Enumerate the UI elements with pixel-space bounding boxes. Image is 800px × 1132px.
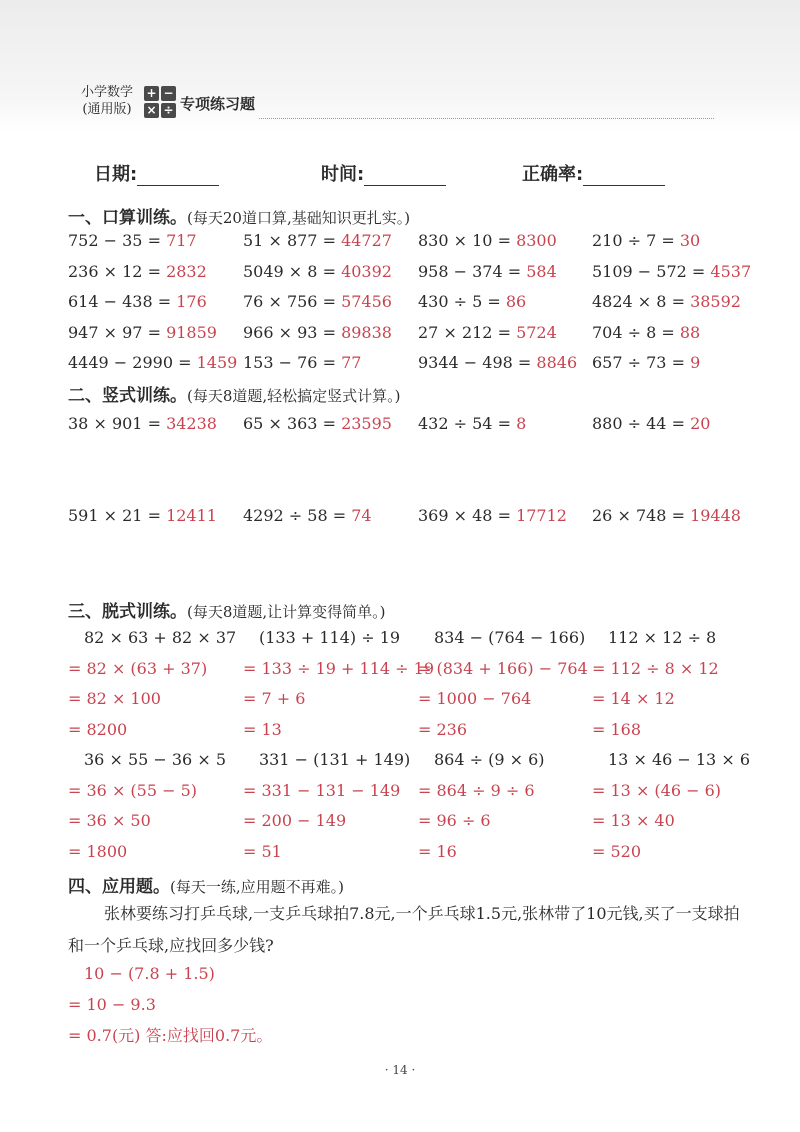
list-item xyxy=(418,748,588,870)
accuracy-field[interactable] xyxy=(522,160,665,186)
answer: 8 xyxy=(516,414,527,433)
page-number: · 14 · xyxy=(384,1063,416,1077)
problem-item: 5049 × 8 = 40392 xyxy=(243,261,392,281)
section4-title xyxy=(68,872,344,897)
problem-item: 432 ÷ 54 = 8 xyxy=(418,414,527,433)
section1-title xyxy=(68,203,410,228)
time-blank[interactable] xyxy=(364,163,446,186)
answer: 8300 xyxy=(516,231,557,250)
book-title-line2: (通用版) xyxy=(82,102,132,117)
step: = 36 × 50 xyxy=(68,811,151,830)
problem-item: 830 × 10 = 8300 xyxy=(418,231,557,250)
step: = 82 × (63 + 37) xyxy=(68,658,208,678)
time-label: 时间: xyxy=(321,164,365,185)
answer: 19448 xyxy=(690,506,741,525)
problem-item: 236 × 12 = 2832 xyxy=(68,261,207,281)
step: = 133 ÷ 19 + 114 ÷ 19 xyxy=(243,658,435,678)
list-item xyxy=(68,748,238,870)
answer: 20 xyxy=(690,414,711,433)
step: = 200 − 149 xyxy=(243,811,347,830)
problem-item: 880 ÷ 44 = 20 xyxy=(592,414,711,433)
section4-heading: 四、应用题。 xyxy=(68,877,170,897)
problem-item: 947 × 97 = 91859 xyxy=(68,322,217,342)
problem-item: 369 × 48 = 17712 xyxy=(418,506,567,525)
section2-note: (每天8道题,轻松搞定竖式计算。) xyxy=(187,387,401,405)
date-bar xyxy=(0,160,800,190)
answer: 4537 xyxy=(710,261,752,281)
problem-item: 752 − 35 = 717 xyxy=(68,231,197,250)
book-title-line1: 小学数学 xyxy=(80,85,133,100)
times-icon: × xyxy=(144,103,159,118)
list-item xyxy=(68,626,238,748)
expression: (133 + 114) ÷ 19 xyxy=(259,628,401,647)
time-field[interactable] xyxy=(321,160,446,186)
answer: 86 xyxy=(505,292,527,311)
word-problem-solution xyxy=(68,962,668,1055)
step: = 1000 − 764 xyxy=(418,689,532,708)
answer: 23595 xyxy=(341,414,392,433)
table-row xyxy=(68,351,748,382)
plus-icon: + xyxy=(144,86,159,101)
accuracy-blank[interactable] xyxy=(583,163,665,186)
section1-note: (每天20道口算,基础知识更扎实。) xyxy=(187,209,411,227)
section2-title xyxy=(68,381,401,406)
step: = 520 xyxy=(592,841,642,861)
expression: 834 − (764 − 166) xyxy=(434,628,586,647)
solution-answer: = 0.7(元) 答:应找回0.7元。 xyxy=(68,1026,273,1045)
problem-item: 4824 × 8 = 38592 xyxy=(592,292,741,311)
problem-item: 430 ÷ 5 = 86 xyxy=(418,292,527,311)
answer: 57456 xyxy=(341,292,392,311)
step: = 112 ÷ 8 × 12 xyxy=(592,658,719,678)
step: = 331 − 131 − 149 xyxy=(243,780,401,800)
problem-item: 958 − 374 = 584 xyxy=(418,261,557,281)
problem-item: 591 × 21 = 12411 xyxy=(68,506,217,525)
answer: 9 xyxy=(690,353,701,372)
answer: 5724 xyxy=(516,322,557,342)
problem-item: 153 − 76 = 77 xyxy=(243,353,362,372)
header-divider xyxy=(259,118,714,119)
accuracy-label: 正确率: xyxy=(522,164,584,185)
expression: 112 × 12 ÷ 8 xyxy=(608,628,717,647)
step: = (834 + 166) − 764 xyxy=(418,658,588,678)
vertical-calc-row-2 xyxy=(68,504,748,535)
table-row xyxy=(68,504,748,535)
problem-item: 9344 − 498 = 8846 xyxy=(418,353,578,372)
list-item xyxy=(592,748,762,870)
problem-item: 966 × 93 = 89838 xyxy=(243,322,392,342)
step: = 13 xyxy=(243,719,282,739)
section2-heading: 二、竖式训练。 xyxy=(68,386,187,406)
step: = 864 ÷ 9 ÷ 6 xyxy=(418,780,535,800)
step: = 8200 xyxy=(68,719,128,739)
step: = 96 ÷ 6 xyxy=(418,811,491,830)
divide-icon: ÷ xyxy=(161,103,176,118)
problem-item: 76 × 756 = 57456 xyxy=(243,292,392,311)
word-problem: 张林要练习打乒乓球,一支乒乓球拍7.8元,一个乒乓球1.5元,张林带了10元钱,买了一支球拍和一个乒乓球,应找回多少钱? xyxy=(68,904,740,955)
list-item xyxy=(592,626,762,748)
step: = 36 × (55 − 5) xyxy=(68,780,198,800)
expression: 331 − (131 + 149) xyxy=(259,750,411,769)
mental-math-grid xyxy=(68,229,752,382)
solution-expression: 10 − (7.8 + 1.5) xyxy=(84,964,215,983)
problem-item: 26 × 748 = 19448 xyxy=(592,506,741,525)
solution-step: = 10 − 9.3 xyxy=(68,995,156,1014)
problem-item: 704 ÷ 8 = 88 xyxy=(592,322,701,342)
minus-icon: − xyxy=(161,86,176,101)
table-row xyxy=(68,290,748,321)
date-blank[interactable] xyxy=(137,163,219,186)
section3-title xyxy=(68,597,386,622)
answer: 77 xyxy=(341,353,362,372)
answer: 74 xyxy=(351,506,372,525)
problem-item: 65 × 363 = 23595 xyxy=(243,414,392,433)
answer: 44727 xyxy=(341,231,392,250)
problem-item: 27 × 212 = 5724 xyxy=(418,322,557,342)
answer: 12411 xyxy=(166,506,217,525)
answer: 17712 xyxy=(516,506,567,525)
page-header xyxy=(74,84,714,124)
answer: 38592 xyxy=(690,292,741,311)
expression: 864 ÷ (9 × 6) xyxy=(434,750,545,769)
answer: 40392 xyxy=(341,261,392,281)
answer: 88 xyxy=(679,322,701,342)
step: = 13 × 40 xyxy=(592,811,675,830)
step: = 51 xyxy=(243,841,282,861)
section1-heading: 一、口算训练。 xyxy=(68,208,187,228)
problem-item: 210 ÷ 7 = 30 xyxy=(592,231,701,250)
answer: 34238 xyxy=(166,414,217,433)
problem-item: 38 × 901 = 34238 xyxy=(68,414,217,433)
section3-heading: 三、脱式训练。 xyxy=(68,602,187,622)
table-row xyxy=(68,412,748,443)
book-title xyxy=(74,84,140,118)
section3-note: (每天8道题,让计算变得简单。) xyxy=(187,603,386,621)
problem-item: 4449 − 2990 = 1459 xyxy=(68,353,238,372)
date-label: 日期: xyxy=(94,164,138,185)
list-item xyxy=(243,626,435,748)
step: = 82 × 100 xyxy=(68,689,161,708)
section4-note: (每天一练,应用题不再难。) xyxy=(170,878,344,896)
answer: 584 xyxy=(526,261,557,281)
list-item xyxy=(418,626,588,748)
step: = 168 xyxy=(592,719,642,739)
step: = 14 × 12 xyxy=(592,689,675,708)
problem-item: 51 × 877 = 44727 xyxy=(243,231,392,250)
step: = 1800 xyxy=(68,841,128,861)
answer: 89838 xyxy=(341,322,392,342)
step: = 16 xyxy=(418,841,457,861)
expression: 36 × 55 − 36 × 5 xyxy=(84,750,226,769)
expression: 82 × 63 + 82 × 37 xyxy=(84,628,237,647)
list-item xyxy=(243,748,413,870)
expression: 13 × 46 − 13 × 6 xyxy=(608,750,750,769)
answer: 717 xyxy=(166,231,197,250)
date-field[interactable] xyxy=(94,160,219,186)
step: = 236 xyxy=(418,719,468,739)
table-row xyxy=(68,229,748,260)
problem-item: 657 ÷ 73 = 9 xyxy=(592,353,701,372)
problem-item: 5109 − 572 = 4537 xyxy=(592,261,752,281)
table-row xyxy=(68,260,752,291)
table-row xyxy=(68,321,748,352)
answer: 176 xyxy=(176,292,207,311)
step: = 7 + 6 xyxy=(243,689,306,708)
answer: 30 xyxy=(679,231,701,250)
answer: 2832 xyxy=(166,261,207,281)
vertical-calc-row-1 xyxy=(68,412,748,443)
problem-item: 614 − 438 = 176 xyxy=(68,292,207,311)
operators-logo xyxy=(144,86,176,118)
answer: 8846 xyxy=(536,353,578,372)
answer: 91859 xyxy=(166,322,217,342)
answer: 1459 xyxy=(196,353,238,372)
series-title: 专项练习题 xyxy=(180,95,256,113)
step: = 13 × (46 − 6) xyxy=(592,780,722,800)
problem-item: 4292 ÷ 58 = 74 xyxy=(243,506,372,525)
